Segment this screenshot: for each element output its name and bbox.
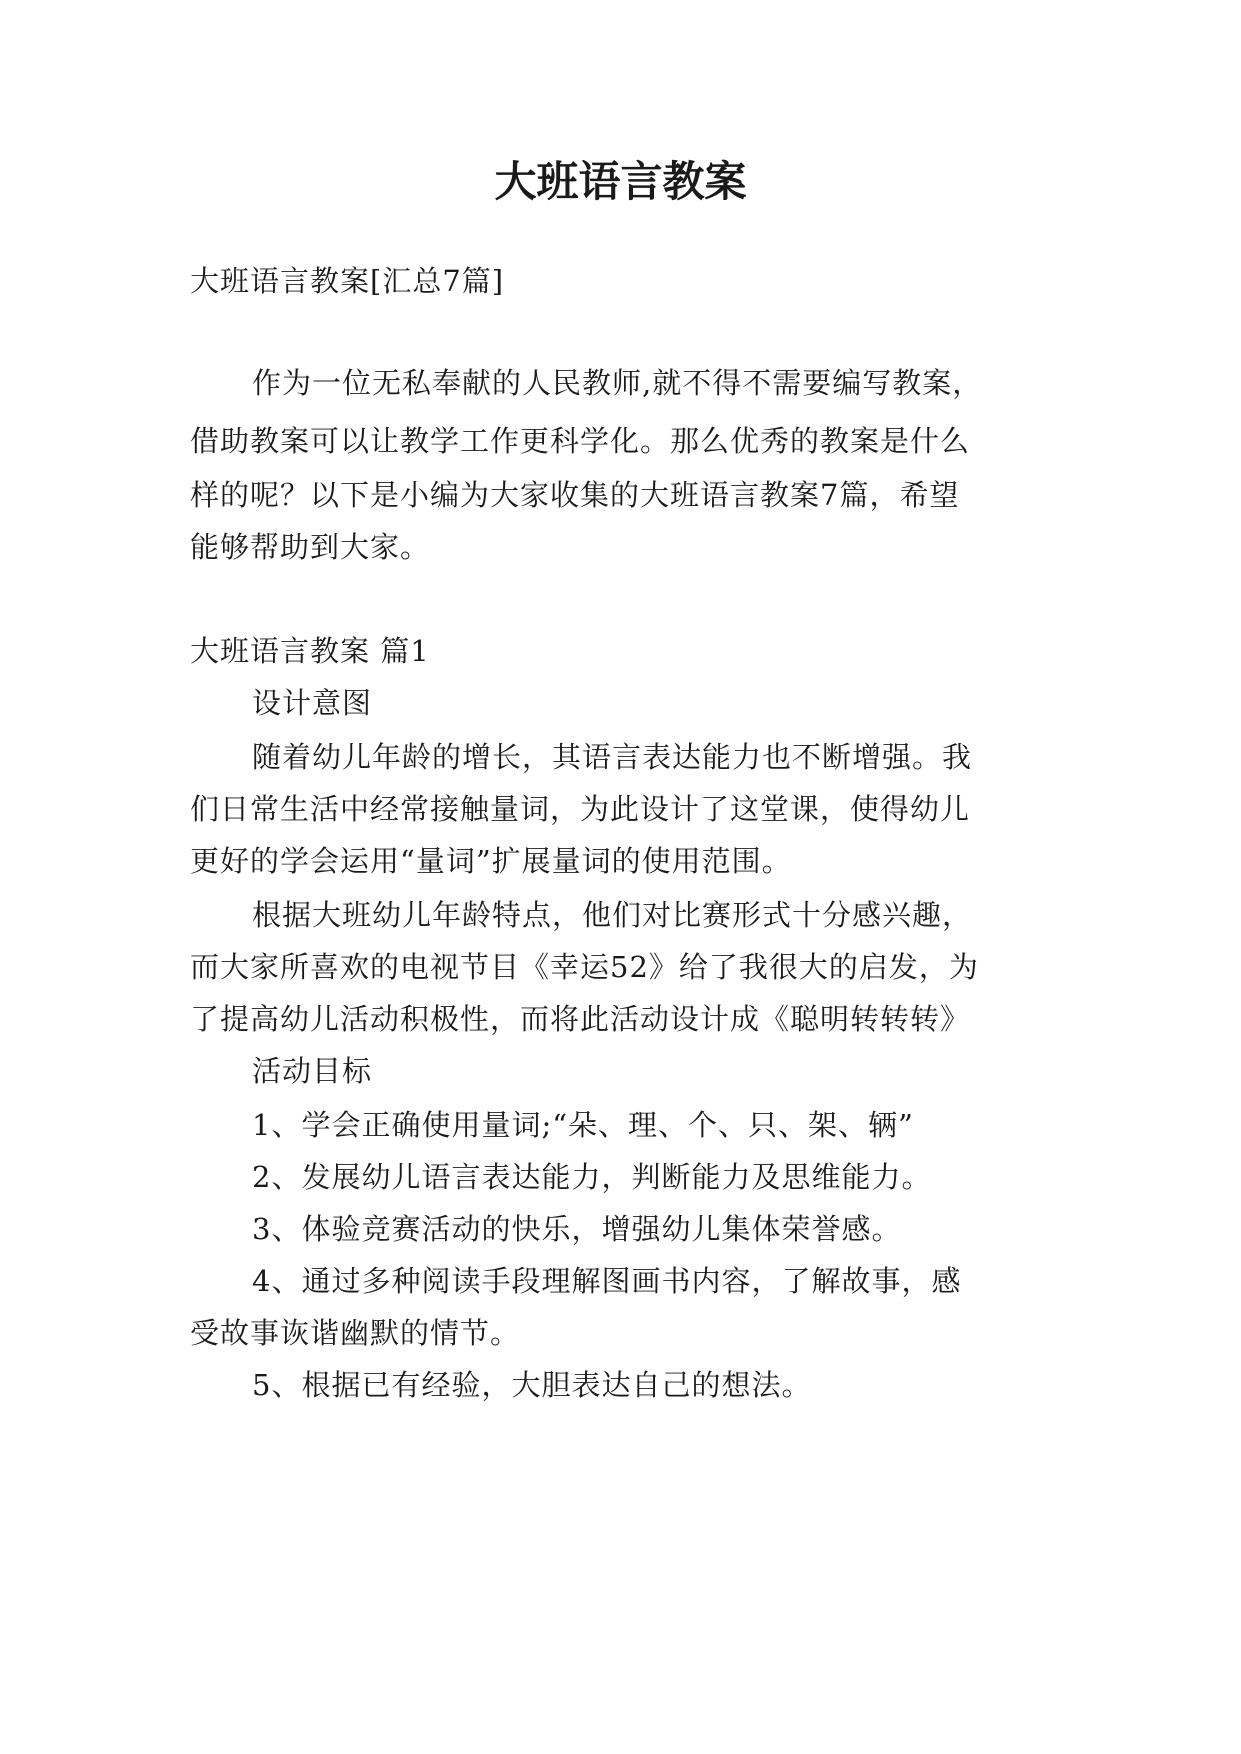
intro-line-2: 借助教案可以让教学工作更科学化。那么优秀的教案是什么	[190, 424, 971, 458]
design-heading: 设计意图	[252, 686, 373, 720]
goal-item-4-line-2: 受故事诙谐幽默的情节。	[190, 1316, 521, 1350]
goal-item-1: 1、学会正确使用量词;“朵、理、个、只、架、辆”	[252, 1108, 914, 1142]
design-para2-line-2: 而大家所喜欢的电视节目《幸运52》给了我很大的启发，为	[190, 950, 979, 984]
design-para2-line-3: 了提高幼儿活动积极性，而将此活动设计成《聪明转转转》	[190, 1002, 971, 1036]
design-para1-line-2: 们日常生活中经常接触量词，为此设计了这堂课，使得幼儿	[190, 792, 971, 826]
document-subtitle: 大班语言教案[汇总7篇]	[190, 264, 505, 298]
design-para2-line-1: 根据大班幼儿年龄特点，他们对比赛形式十分感兴趣，	[252, 898, 973, 932]
design-para1-line-1: 随着幼儿年龄的增长，其语言表达能力也不断增强。我	[252, 740, 973, 774]
goals-heading: 活动目标	[252, 1054, 373, 1088]
intro-line-1: 作为一位无私奉献的人民教师,就不得不需要编写教案，	[252, 366, 983, 400]
goal-item-4-line-1: 4、通过多种阅读手段理解图画书内容，了解故事，感	[252, 1264, 962, 1298]
intro-line-3: 样的呢？以下是小编为大家收集的大班语言教案7篇，希望	[190, 478, 960, 512]
section-heading: 大班语言教案 篇1	[190, 634, 430, 668]
document-title: 大班语言教案	[494, 157, 747, 206]
intro-line-4: 能够帮助到大家。	[190, 530, 431, 564]
goal-item-2: 2、发展幼儿语言表达能力，判断能力及思维能力。	[252, 1160, 932, 1194]
goal-item-3: 3、体验竞赛活动的快乐，增强幼儿集体荣誉感。	[252, 1212, 902, 1246]
design-para1-line-3: 更好的学会运用“量词”扩展量词的使用范围。	[190, 844, 792, 878]
goal-item-5: 5、根据已有经验，大胆表达自己的想法。	[252, 1368, 812, 1402]
